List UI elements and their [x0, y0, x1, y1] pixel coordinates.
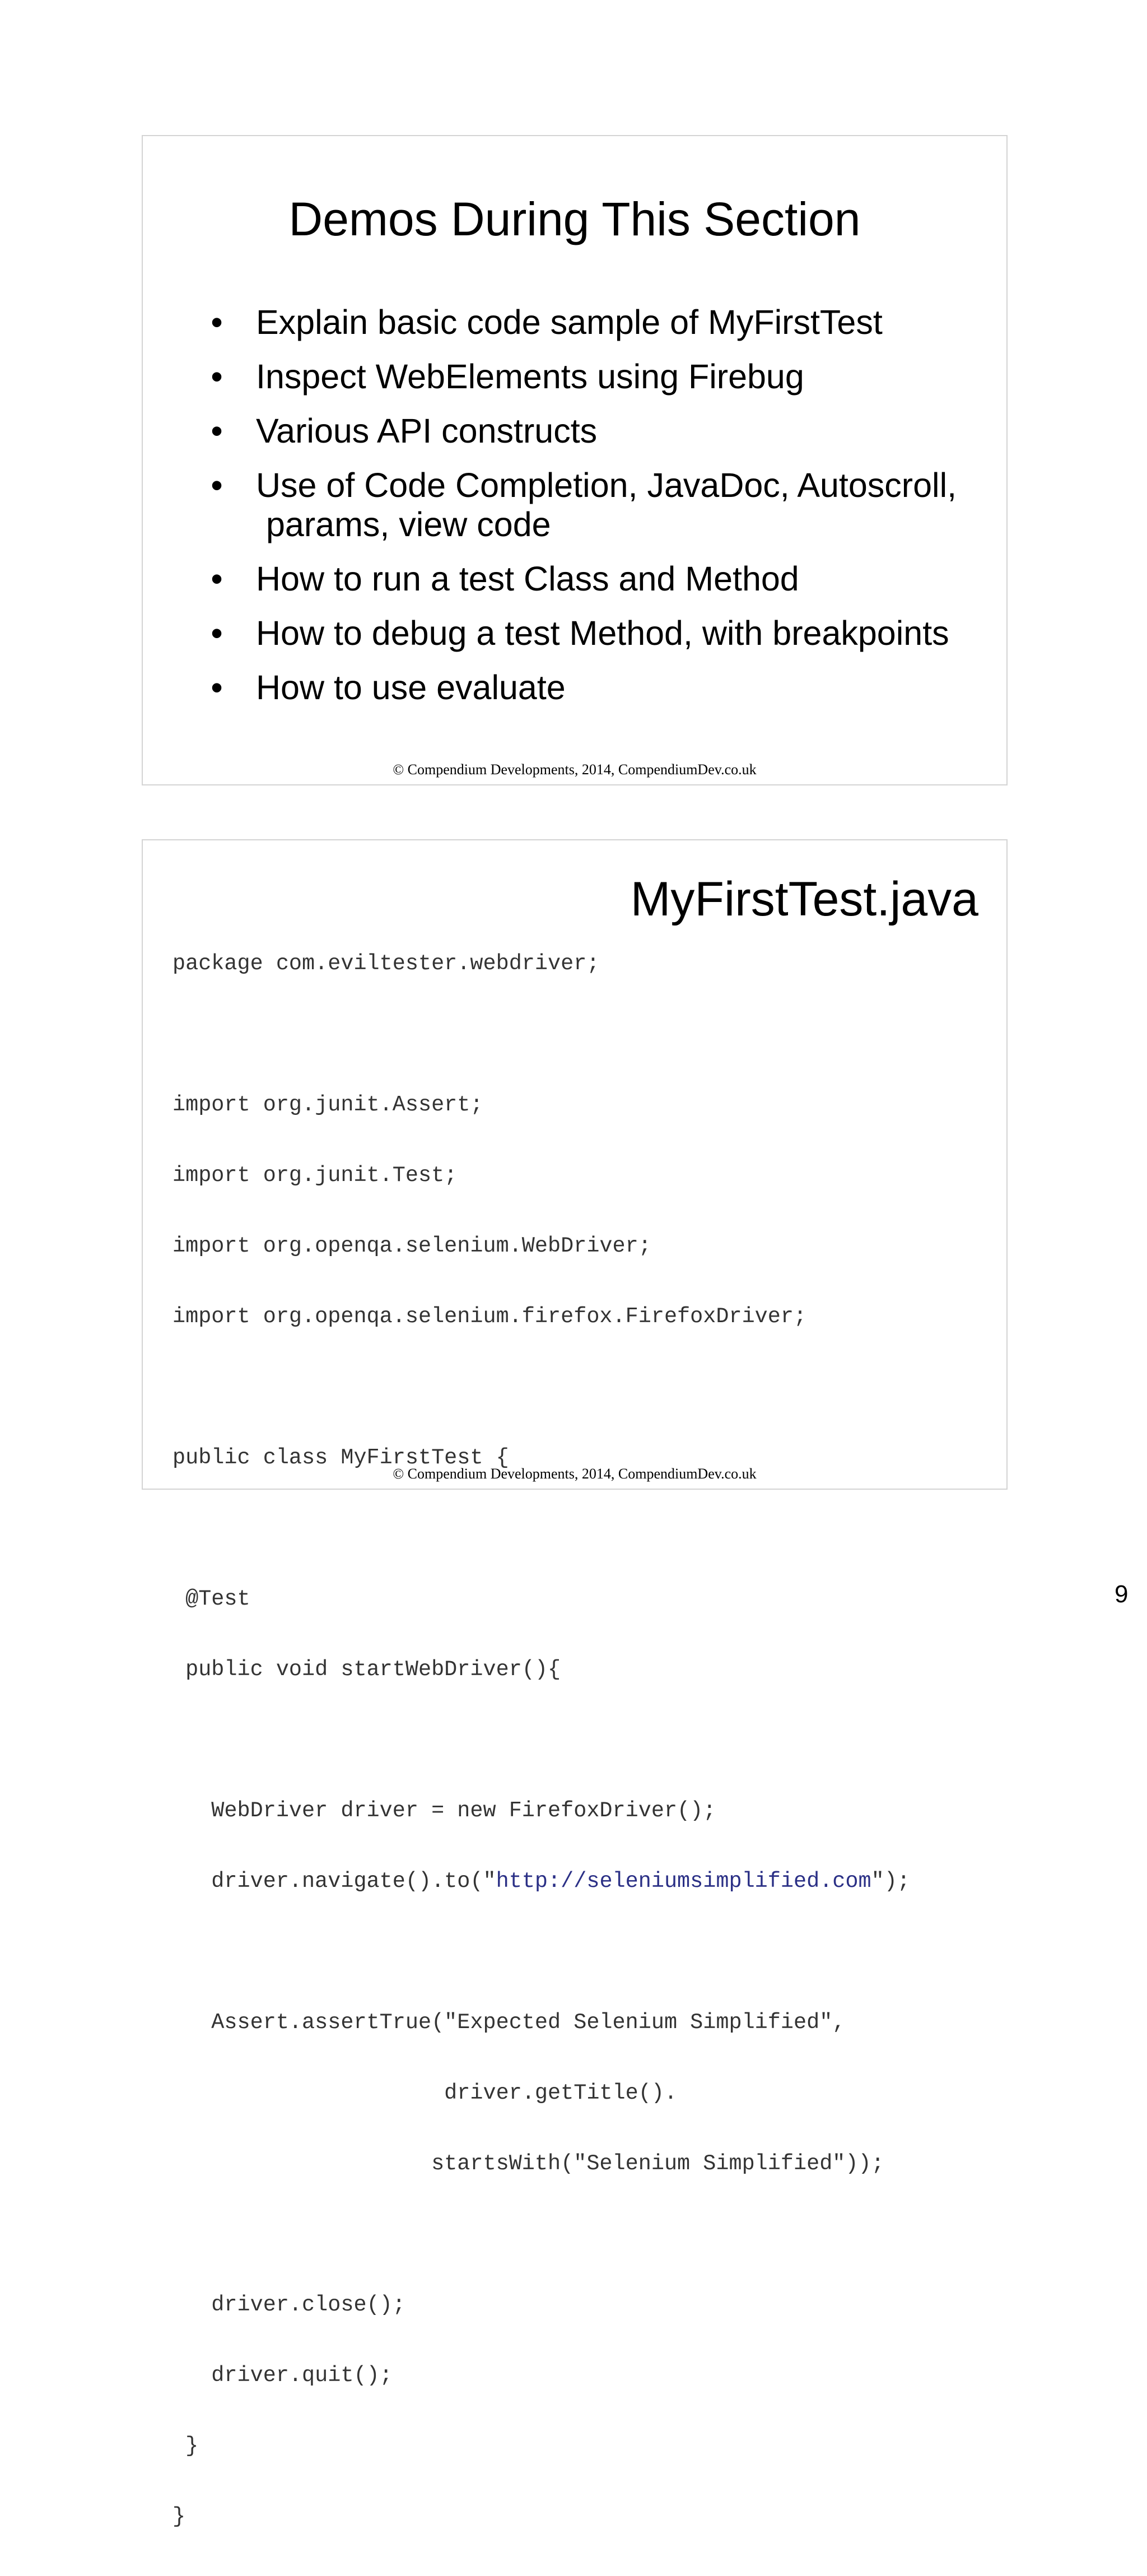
- slide-code: [142, 839, 1008, 2529]
- code-line: driver.getTitle().: [172, 2081, 678, 2105]
- code-line-blank: [172, 1022, 910, 1046]
- code-line-blank: [172, 1940, 910, 1964]
- bullet-icon: •: [211, 560, 223, 598]
- code-line: }: [172, 2504, 186, 2529]
- code-line: package com.eviltester.webdriver;: [172, 951, 600, 976]
- slide-title: MyFirstTest.java: [630, 872, 978, 926]
- code-line: }: [172, 2434, 199, 2458]
- code-line-blank: [172, 1728, 910, 1752]
- code-url-link: http://seleniumsimplified.com: [496, 1869, 871, 1894]
- bullet-icon: •: [211, 412, 223, 450]
- code-line: import org.junit.Assert;: [172, 1092, 483, 1117]
- code-line: driver.quit();: [172, 2363, 393, 2388]
- code-line: public void startWebDriver(){: [172, 1657, 561, 1682]
- slide-footer: © Compendium Developments, 2014, CompendiumDev.co.uk: [393, 761, 757, 778]
- list-item: • How to debug a test Method, with breakpoints: [189, 613, 995, 653]
- code-line: import org.openqa.selenium.WebDriver;: [172, 1234, 651, 1258]
- page-number: 9: [1115, 1580, 1129, 1608]
- slide-title: Demos During This Section: [288, 193, 861, 245]
- list-item: • Use of Code Completion, JavaDoc, Autoscroll, params, view code: [189, 466, 995, 544]
- list-item: • How to run a test Class and Method: [189, 559, 995, 598]
- code-line-blank: [172, 2222, 910, 2246]
- code-line: driver.close();: [172, 2293, 405, 2317]
- bullet-icon: •: [211, 668, 223, 706]
- list-item: • Inspect WebElements using Firebug: [189, 357, 995, 396]
- code-line: startsWith("Selenium Simplified"));: [172, 2151, 884, 2176]
- bullet-icon: •: [211, 466, 223, 504]
- list-item: • Various API constructs: [189, 411, 995, 450]
- bullet-icon: •: [211, 303, 223, 341]
- bullet-icon: •: [211, 357, 223, 396]
- code-line: Assert.assertTrue("Expected Selenium Simplified",: [172, 2010, 846, 2035]
- code-line: @Test: [172, 1587, 250, 1611]
- code-line: import org.openqa.selenium.firefox.FirefoxDriver;: [172, 1304, 807, 1329]
- slide-footer: © Compendium Developments, 2014, CompendiumDev.co.uk: [393, 1466, 757, 1482]
- code-line: WebDriver driver = new FirefoxDriver();: [172, 1798, 716, 1823]
- code-block: [172, 905, 910, 2575]
- slide-demos: [142, 135, 1008, 785]
- list-item: • Explain basic code sample of MyFirstTest: [189, 303, 995, 342]
- list-item: • How to use evaluate: [189, 668, 995, 707]
- bullet-list: [189, 303, 995, 722]
- code-line-blank: [172, 1375, 910, 1399]
- code-line: import org.junit.Test;: [172, 1163, 458, 1188]
- code-line: public class MyFirstTest {: [172, 1445, 509, 1470]
- code-line-blank: [172, 1517, 910, 1540]
- bullet-icon: •: [211, 614, 223, 652]
- code-line: driver.navigate().to("http://seleniumsimplified.com");: [172, 1869, 910, 1894]
